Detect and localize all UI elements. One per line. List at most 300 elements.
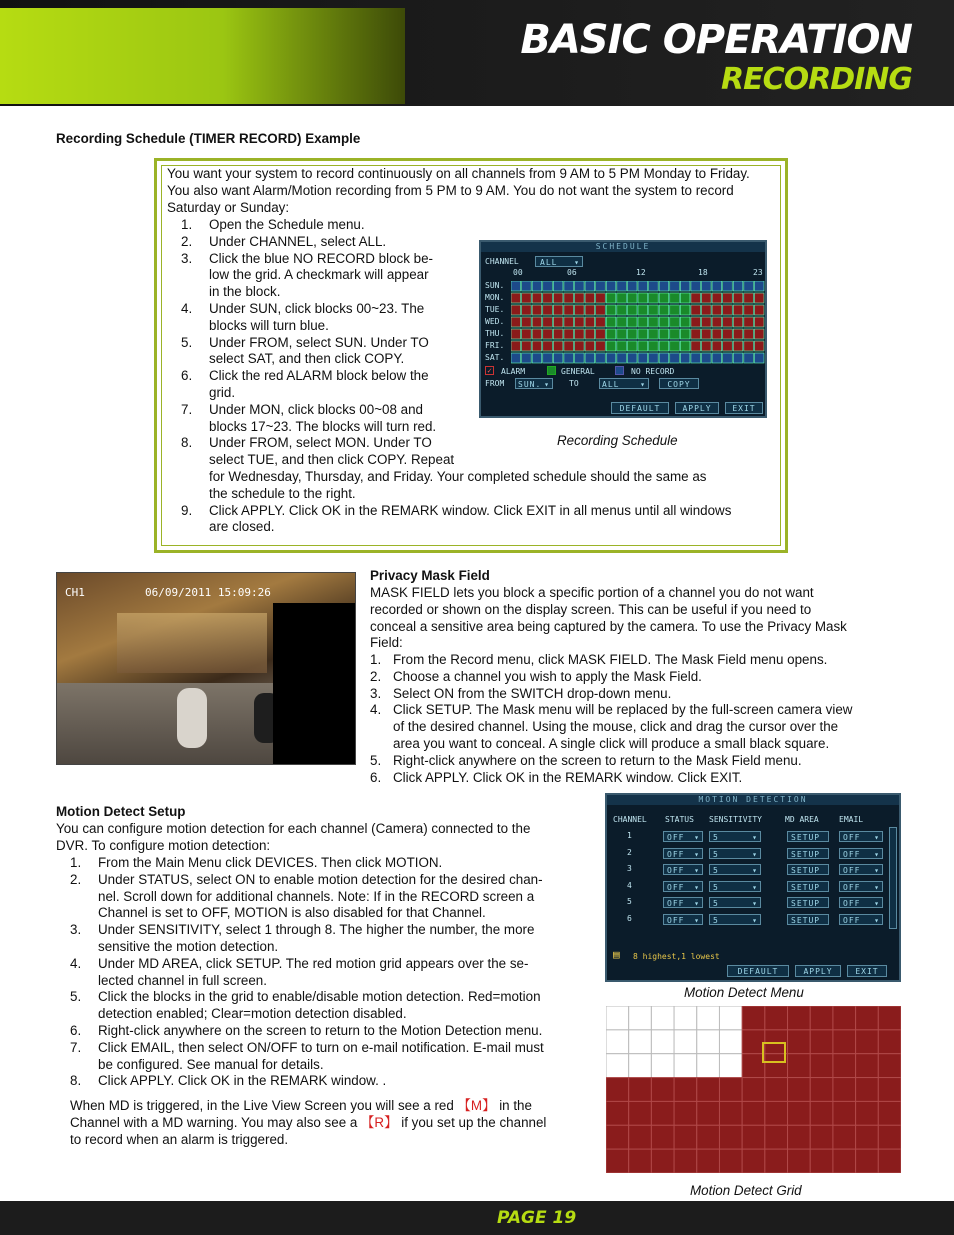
motion-grid-cell[interactable] — [629, 1125, 652, 1149]
sensitivity-select[interactable]: 5 ▾ — [709, 897, 761, 908]
sensitivity-select[interactable]: 5 ▾ — [709, 881, 761, 892]
motion-grid-cell[interactable] — [674, 1030, 697, 1054]
schedule-cell[interactable] — [511, 293, 521, 303]
schedule-cell[interactable] — [522, 293, 532, 303]
schedule-cell[interactable] — [543, 305, 553, 315]
schedule-cell[interactable] — [649, 281, 659, 291]
schedule-cell[interactable] — [543, 281, 553, 291]
schedule-cell[interactable] — [638, 329, 648, 339]
schedule-cell[interactable] — [553, 281, 563, 291]
schedule-cell[interactable] — [754, 281, 764, 291]
schedule-cell[interactable] — [659, 329, 669, 339]
schedule-cell[interactable] — [575, 329, 585, 339]
motion-grid-cell[interactable] — [674, 1125, 697, 1149]
motion-grid-cell[interactable] — [674, 1078, 697, 1102]
motion-grid-cell[interactable] — [742, 1101, 765, 1125]
schedule-cell[interactable] — [754, 293, 764, 303]
schedule-cell[interactable] — [511, 353, 521, 363]
schedule-cell[interactable] — [670, 305, 680, 315]
schedule-cell[interactable] — [744, 281, 754, 291]
schedule-cell[interactable] — [585, 341, 595, 351]
motion-grid-cell[interactable] — [742, 1125, 765, 1149]
schedule-cell[interactable] — [575, 281, 585, 291]
general-legend-swatch[interactable] — [547, 366, 556, 375]
schedule-cell[interactable] — [723, 329, 733, 339]
motion-grid-cell[interactable] — [765, 1149, 788, 1173]
schedule-cell[interactable] — [564, 329, 574, 339]
schedule-cell[interactable] — [585, 353, 595, 363]
motion-grid-cell[interactable] — [833, 1125, 856, 1149]
motion-grid-cell[interactable] — [697, 1030, 720, 1054]
schedule-cell[interactable] — [638, 305, 648, 315]
md-area-setup-button[interactable]: SETUP — [787, 914, 829, 925]
motion-grid-cell[interactable] — [856, 1054, 879, 1078]
schedule-cell[interactable] — [543, 341, 553, 351]
schedule-cell[interactable] — [659, 341, 669, 351]
schedule-cell[interactable] — [659, 353, 669, 363]
motion-grid-cell[interactable] — [606, 1101, 629, 1125]
md-area-setup-button[interactable]: SETUP — [787, 897, 829, 908]
motion-grid-cell[interactable] — [606, 1125, 629, 1149]
motion-grid-cell[interactable] — [651, 1054, 674, 1078]
schedule-cell[interactable] — [543, 317, 553, 327]
motion-grid-cell[interactable] — [810, 1006, 833, 1030]
schedule-cell[interactable] — [659, 293, 669, 303]
schedule-cell[interactable] — [606, 293, 616, 303]
schedule-cell[interactable] — [702, 329, 712, 339]
schedule-cell[interactable] — [522, 353, 532, 363]
schedule-cell[interactable] — [659, 281, 669, 291]
schedule-cell[interactable] — [754, 329, 764, 339]
schedule-cell[interactable] — [744, 353, 754, 363]
motion-grid-cell[interactable] — [629, 1149, 652, 1173]
schedule-cell[interactable] — [723, 281, 733, 291]
schedule-cell[interactable] — [585, 329, 595, 339]
schedule-cell[interactable] — [670, 353, 680, 363]
motion-grid-cell[interactable] — [878, 1054, 901, 1078]
motion-grid-cell[interactable] — [629, 1078, 652, 1102]
schedule-cell[interactable] — [532, 317, 542, 327]
schedule-cell[interactable] — [670, 329, 680, 339]
schedule-cell[interactable] — [511, 317, 521, 327]
schedule-cell[interactable] — [680, 305, 690, 315]
motion-grid-cell[interactable] — [629, 1054, 652, 1078]
schedule-cell[interactable] — [638, 281, 648, 291]
schedule-cell[interactable] — [649, 293, 659, 303]
motion-grid-cell[interactable] — [719, 1054, 742, 1078]
motion-grid-cell[interactable] — [651, 1101, 674, 1125]
schedule-cell[interactable] — [553, 305, 563, 315]
schedule-cell[interactable] — [723, 293, 733, 303]
schedule-cell[interactable] — [575, 305, 585, 315]
schedule-cell[interactable] — [754, 353, 764, 363]
status-select[interactable]: OFF ▾ — [663, 897, 703, 908]
schedule-cell[interactable] — [511, 341, 521, 351]
schedule-cell[interactable] — [649, 329, 659, 339]
motion-grid-cell[interactable] — [697, 1101, 720, 1125]
motion-table-scrollbar[interactable] — [889, 827, 897, 929]
schedule-cell[interactable] — [617, 329, 627, 339]
schedule-cell[interactable] — [680, 293, 690, 303]
motion-grid-cell[interactable] — [651, 1125, 674, 1149]
schedule-cell[interactable] — [596, 293, 606, 303]
schedule-cell[interactable] — [617, 293, 627, 303]
motion-grid-cell[interactable] — [765, 1078, 788, 1102]
schedule-cell[interactable] — [564, 317, 574, 327]
motion-grid-cell[interactable] — [674, 1006, 697, 1030]
motion-grid-cell[interactable] — [606, 1006, 629, 1030]
schedule-cell[interactable] — [564, 305, 574, 315]
sensitivity-select[interactable]: 5 ▾ — [709, 864, 761, 875]
schedule-cell[interactable] — [585, 317, 595, 327]
motion-grid-cell[interactable] — [788, 1125, 811, 1149]
motion-detect-grid[interactable] — [606, 1006, 901, 1173]
motion-grid-cell[interactable] — [856, 1006, 879, 1030]
schedule-cell[interactable] — [638, 293, 648, 303]
schedule-cell[interactable] — [606, 317, 616, 327]
alarm-legend-checkbox[interactable]: ✓ — [485, 366, 494, 375]
motion-grid-cell[interactable] — [810, 1149, 833, 1173]
schedule-cell[interactable] — [733, 329, 743, 339]
schedule-cell[interactable] — [712, 353, 722, 363]
motion-grid-cell[interactable] — [719, 1078, 742, 1102]
motion-grid-cell[interactable] — [810, 1078, 833, 1102]
to-select[interactable]: ALL ▾ — [599, 378, 649, 389]
schedule-cell[interactable] — [680, 353, 690, 363]
motion-grid-cell[interactable] — [856, 1149, 879, 1173]
schedule-cell[interactable] — [511, 281, 521, 291]
motion-grid-cell[interactable] — [833, 1101, 856, 1125]
schedule-cell[interactable] — [553, 341, 563, 351]
schedule-cell[interactable] — [723, 317, 733, 327]
copy-button[interactable]: COPY — [659, 378, 699, 389]
status-select[interactable]: OFF ▾ — [663, 881, 703, 892]
schedule-cell[interactable] — [564, 293, 574, 303]
schedule-cell[interactable] — [744, 341, 754, 351]
schedule-cell[interactable] — [522, 329, 532, 339]
schedule-cell[interactable] — [575, 293, 585, 303]
schedule-cell[interactable] — [553, 317, 563, 327]
schedule-cell[interactable] — [712, 293, 722, 303]
schedule-cell[interactable] — [606, 305, 616, 315]
schedule-cell[interactable] — [627, 341, 637, 351]
motion-grid-cell[interactable] — [651, 1078, 674, 1102]
schedule-cell[interactable] — [564, 341, 574, 351]
no-record-legend-swatch[interactable] — [615, 366, 624, 375]
motion-grid-cell[interactable] — [856, 1078, 879, 1102]
motion-grid-cell[interactable] — [742, 1006, 765, 1030]
motion-grid-cell[interactable] — [833, 1006, 856, 1030]
schedule-cell[interactable] — [606, 341, 616, 351]
motion-grid-cell[interactable] — [742, 1078, 765, 1102]
schedule-cell[interactable] — [596, 281, 606, 291]
schedule-cell[interactable] — [670, 281, 680, 291]
schedule-cell[interactable] — [638, 353, 648, 363]
schedule-cell[interactable] — [691, 305, 701, 315]
schedule-cell[interactable] — [627, 305, 637, 315]
motion-grid-cell[interactable] — [719, 1149, 742, 1173]
schedule-cell[interactable] — [617, 317, 627, 327]
schedule-cell[interactable] — [670, 317, 680, 327]
schedule-cell[interactable] — [659, 305, 669, 315]
schedule-cell[interactable] — [733, 341, 743, 351]
schedule-cell[interactable] — [691, 329, 701, 339]
schedule-cell[interactable] — [585, 281, 595, 291]
motion-default-button[interactable]: DEFAULT — [727, 965, 789, 977]
default-button[interactable]: DEFAULT — [611, 402, 669, 414]
schedule-cell[interactable] — [532, 341, 542, 351]
schedule-cell[interactable] — [522, 281, 532, 291]
motion-grid-cell[interactable] — [719, 1101, 742, 1125]
schedule-cell[interactable] — [606, 329, 616, 339]
motion-grid-cell[interactable] — [606, 1030, 629, 1054]
motion-grid-cell[interactable] — [856, 1125, 879, 1149]
schedule-cell[interactable] — [627, 293, 637, 303]
schedule-cell[interactable] — [691, 281, 701, 291]
motion-grid-cell[interactable] — [788, 1101, 811, 1125]
schedule-cell[interactable] — [575, 353, 585, 363]
motion-grid-cell[interactable] — [606, 1054, 629, 1078]
motion-grid-cell[interactable] — [674, 1101, 697, 1125]
schedule-cell[interactable] — [532, 305, 542, 315]
schedule-cell[interactable] — [680, 281, 690, 291]
schedule-cell[interactable] — [638, 341, 648, 351]
email-select[interactable]: OFF ▾ — [839, 831, 883, 842]
schedule-cell[interactable] — [744, 293, 754, 303]
schedule-cell[interactable] — [553, 353, 563, 363]
email-select[interactable]: OFF ▾ — [839, 914, 883, 925]
schedule-cell[interactable] — [553, 329, 563, 339]
schedule-cell[interactable] — [596, 317, 606, 327]
motion-grid-cell[interactable] — [606, 1149, 629, 1173]
schedule-cell[interactable] — [733, 293, 743, 303]
schedule-cell[interactable] — [511, 329, 521, 339]
schedule-cell[interactable] — [564, 281, 574, 291]
motion-grid-cell[interactable] — [810, 1030, 833, 1054]
schedule-cell[interactable] — [691, 353, 701, 363]
schedule-cell[interactable] — [617, 353, 627, 363]
schedule-cell[interactable] — [511, 305, 521, 315]
sensitivity-select[interactable]: 5 ▾ — [709, 914, 761, 925]
motion-grid-cell[interactable] — [651, 1149, 674, 1173]
schedule-cell[interactable] — [575, 317, 585, 327]
schedule-cell[interactable] — [754, 341, 764, 351]
schedule-cell[interactable] — [649, 353, 659, 363]
schedule-cell[interactable] — [723, 353, 733, 363]
channel-select[interactable]: ALL ▾ — [535, 256, 583, 267]
motion-grid-cell[interactable] — [765, 1006, 788, 1030]
schedule-cell[interactable] — [596, 353, 606, 363]
schedule-cell[interactable] — [712, 329, 722, 339]
motion-grid-cell[interactable] — [833, 1149, 856, 1173]
schedule-cell[interactable] — [702, 305, 712, 315]
schedule-cell[interactable] — [638, 317, 648, 327]
schedule-cell[interactable] — [553, 293, 563, 303]
md-area-setup-button[interactable]: SETUP — [787, 831, 829, 842]
schedule-cell[interactable] — [564, 353, 574, 363]
step-text: Right-click anywhere on the screen to return to the Motion Detection menu. — [98, 1022, 543, 1038]
schedule-cell[interactable] — [649, 305, 659, 315]
schedule-cell[interactable] — [522, 317, 532, 327]
status-select[interactable]: OFF ▾ — [663, 831, 703, 842]
md-area-setup-button[interactable]: SETUP — [787, 881, 829, 892]
schedule-cell[interactable] — [532, 293, 542, 303]
schedule-cell[interactable] — [744, 329, 754, 339]
schedule-cell[interactable] — [733, 281, 743, 291]
schedule-cell[interactable] — [617, 341, 627, 351]
motion-grid-cell[interactable] — [742, 1054, 765, 1078]
schedule-cell[interactable] — [522, 305, 532, 315]
motion-grid-cell[interactable] — [765, 1101, 788, 1125]
motion-grid-cell[interactable] — [719, 1030, 742, 1054]
motion-grid-cell[interactable] — [878, 1125, 901, 1149]
schedule-cell[interactable] — [754, 317, 764, 327]
status-select[interactable]: OFF ▾ — [663, 914, 703, 925]
motion-grid-cell[interactable] — [674, 1054, 697, 1078]
motion-grid-cell[interactable] — [674, 1149, 697, 1173]
motion-grid-cell[interactable] — [697, 1149, 720, 1173]
schedule-cell[interactable] — [691, 341, 701, 351]
schedule-cell[interactable] — [691, 293, 701, 303]
motion-grid-cell[interactable] — [697, 1125, 720, 1149]
motion-apply-button[interactable]: APPLY — [795, 965, 841, 977]
sensitivity-select[interactable]: 5 ▾ — [709, 848, 761, 859]
from-select[interactable]: SUN. ▾ — [515, 378, 553, 389]
motion-grid-cell[interactable] — [788, 1078, 811, 1102]
apply-button[interactable]: APPLY — [675, 402, 719, 414]
page-header — [0, 0, 954, 106]
motion-grid-cell[interactable] — [856, 1101, 879, 1125]
schedule-cell[interactable] — [585, 293, 595, 303]
schedule-cell[interactable] — [596, 341, 606, 351]
motion-grid-cell[interactable] — [719, 1006, 742, 1030]
motion-grid-cell[interactable] — [878, 1078, 901, 1102]
schedule-cell[interactable] — [522, 341, 532, 351]
schedule-cell[interactable] — [606, 281, 616, 291]
step-text: Channel is set to OFF, MOTION is also disabled for that Channel. — [98, 905, 486, 921]
schedule-cell[interactable] — [712, 317, 722, 327]
motion-grid-cell[interactable] — [788, 1149, 811, 1173]
email-select[interactable]: OFF ▾ — [839, 864, 883, 875]
schedule-cell[interactable] — [532, 281, 542, 291]
schedule-cell[interactable] — [649, 317, 659, 327]
motion-grid-cell[interactable] — [788, 1054, 811, 1078]
motion-grid-cell[interactable] — [810, 1054, 833, 1078]
schedule-cell[interactable] — [712, 281, 722, 291]
md-area-setup-button[interactable]: SETUP — [787, 864, 829, 875]
motion-grid-cell[interactable] — [629, 1101, 652, 1125]
schedule-cell[interactable] — [627, 317, 637, 327]
motion-grid-cell[interactable] — [719, 1125, 742, 1149]
schedule-cell[interactable] — [702, 353, 712, 363]
schedule-cell[interactable] — [670, 293, 680, 303]
motion-grid-cell[interactable] — [651, 1006, 674, 1030]
motion-grid-cell[interactable] — [697, 1006, 720, 1030]
motion-exit-button[interactable]: EXIT — [847, 965, 887, 977]
motion-grid-cell[interactable] — [765, 1125, 788, 1149]
motion-grid-cell[interactable] — [833, 1030, 856, 1054]
schedule-cell[interactable] — [627, 281, 637, 291]
schedule-cell[interactable] — [543, 329, 553, 339]
motion-grid-cell[interactable] — [788, 1006, 811, 1030]
schedule-cell[interactable] — [723, 341, 733, 351]
schedule-cell[interactable] — [532, 329, 542, 339]
sensitivity-select[interactable]: 5 ▾ — [709, 831, 761, 842]
motion-grid-cell[interactable] — [810, 1125, 833, 1149]
motion-grid-cell[interactable] — [856, 1030, 879, 1054]
schedule-cell[interactable] — [744, 317, 754, 327]
motion-grid-cell[interactable] — [697, 1078, 720, 1102]
status-select[interactable]: OFF ▾ — [663, 864, 703, 875]
schedule-cell[interactable] — [733, 353, 743, 363]
exit-button[interactable]: EXIT — [725, 402, 763, 414]
motion-grid-cell[interactable] — [629, 1006, 652, 1030]
motion-grid-cell[interactable] — [742, 1149, 765, 1173]
schedule-cell[interactable] — [680, 341, 690, 351]
schedule-cell[interactable] — [627, 353, 637, 363]
motion-grid-cell[interactable] — [742, 1030, 765, 1054]
md-area-setup-button[interactable]: SETUP — [787, 848, 829, 859]
schedule-cell[interactable] — [712, 341, 722, 351]
schedule-cell[interactable] — [680, 329, 690, 339]
schedule-cell[interactable] — [596, 305, 606, 315]
schedule-cell[interactable] — [702, 293, 712, 303]
schedule-cell[interactable] — [606, 353, 616, 363]
schedule-cell[interactable] — [543, 293, 553, 303]
schedule-cell[interactable] — [680, 317, 690, 327]
schedule-cell[interactable] — [733, 305, 743, 315]
schedule-cell[interactable] — [691, 317, 701, 327]
schedule-cell[interactable] — [659, 317, 669, 327]
schedule-cell[interactable] — [702, 341, 712, 351]
motion-grid-cell[interactable] — [878, 1006, 901, 1030]
schedule-cell[interactable] — [744, 305, 754, 315]
schedule-cell[interactable] — [702, 317, 712, 327]
schedule-cell[interactable] — [543, 353, 553, 363]
schedule-cell[interactable] — [617, 305, 627, 315]
email-select[interactable]: OFF ▾ — [839, 897, 883, 908]
email-select[interactable]: OFF ▾ — [839, 881, 883, 892]
schedule-cell[interactable] — [712, 305, 722, 315]
schedule-cell[interactable] — [575, 341, 585, 351]
motion-grid-cell[interactable] — [629, 1030, 652, 1054]
schedule-cell[interactable] — [649, 341, 659, 351]
motion-grid-cell[interactable] — [878, 1101, 901, 1125]
schedule-cell[interactable] — [617, 281, 627, 291]
schedule-cell[interactable] — [627, 329, 637, 339]
schedule-cell[interactable] — [532, 353, 542, 363]
schedule-cell[interactable] — [754, 305, 764, 315]
motion-grid-cell[interactable] — [878, 1030, 901, 1054]
schedule-cell[interactable] — [733, 317, 743, 327]
motion-grid-cell[interactable] — [810, 1101, 833, 1125]
motion-grid-cell[interactable] — [878, 1149, 901, 1173]
motion-grid-cell[interactable] — [788, 1030, 811, 1054]
schedule-grid[interactable] — [511, 281, 765, 365]
schedule-cell[interactable] — [585, 305, 595, 315]
motion-grid-cell[interactable] — [651, 1030, 674, 1054]
schedule-cell[interactable] — [723, 305, 733, 315]
status-select[interactable]: OFF ▾ — [663, 848, 703, 859]
email-select[interactable]: OFF ▾ — [839, 848, 883, 859]
motion-grid-cell[interactable] — [697, 1054, 720, 1078]
motion-grid-cell[interactable] — [833, 1054, 856, 1078]
motion-grid-cell[interactable] — [606, 1078, 629, 1102]
schedule-cell[interactable] — [670, 341, 680, 351]
schedule-cell[interactable] — [702, 281, 712, 291]
motion-grid-cell[interactable] — [833, 1078, 856, 1102]
schedule-cell[interactable] — [596, 329, 606, 339]
